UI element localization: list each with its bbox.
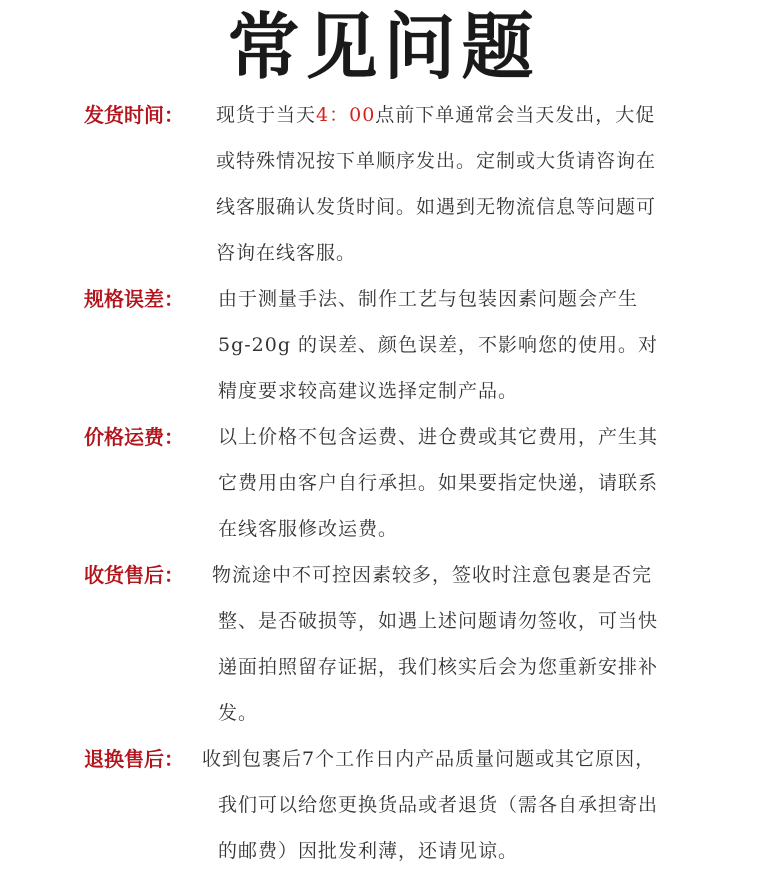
faq-line: 整、是否破损等，如遇上述问题请勿签收，可当快 — [218, 610, 659, 632]
page-title: 常见问题 — [227, 4, 540, 89]
faq-line: 递面拍照留存证据，我们核实后会为您重新安排补 — [218, 656, 659, 678]
faq-line: 我们可以给您更换货品或者退货（需各自承担寄出 — [218, 794, 659, 816]
faq-text: 现货于当天 — [216, 104, 317, 126]
cutoff-time: 4：00 — [316, 104, 376, 126]
faq-line: 它费用由客户自行承担。如果要指定快递，请联系 — [218, 472, 659, 494]
faq-line: 咨询在线客服。 — [216, 242, 357, 264]
faq-text: 点前下单通常会当天发出，大促 — [375, 104, 656, 126]
faq-label: 规格误差： — [84, 287, 184, 311]
faq-line: 收到包裹后7个工作日内产品质量问题或其它原因， — [202, 748, 656, 770]
faq-line: 的邮费）因批发利薄，还请见谅。 — [218, 840, 519, 862]
faq-line: 发。 — [218, 702, 259, 724]
faq-line: 以上价格不包含运费、进仓费或其它费用，产生其 — [218, 426, 659, 448]
faq-line: 由于测量手法、制作工艺与包装因素问题会产生 — [218, 288, 639, 310]
faq-line: 精度要求较高建议选择定制产品。 — [218, 380, 519, 402]
faq-line: 线客服确认发货时间。如遇到无物流信息等问题可 — [216, 196, 657, 218]
faq-label: 价格运费： — [84, 425, 184, 449]
faq-line: 在线客服修改运费。 — [218, 518, 399, 540]
faq-line: 5g-20g 的误差、颜色误差，不影响您的使用。对 — [218, 334, 659, 356]
faq-line: 物流途中不可控因素较多，签收时注意包裹是否完 — [212, 564, 653, 586]
faq-line — [216, 93, 655, 137]
faq-line: 或特殊情况按下单顺序发出。定制或大货请咨询在 — [216, 150, 657, 172]
faq-label: 收货售后： — [84, 563, 184, 587]
faq-label: 发货时间： — [84, 103, 184, 127]
faq-label: 退换售后： — [84, 747, 184, 771]
